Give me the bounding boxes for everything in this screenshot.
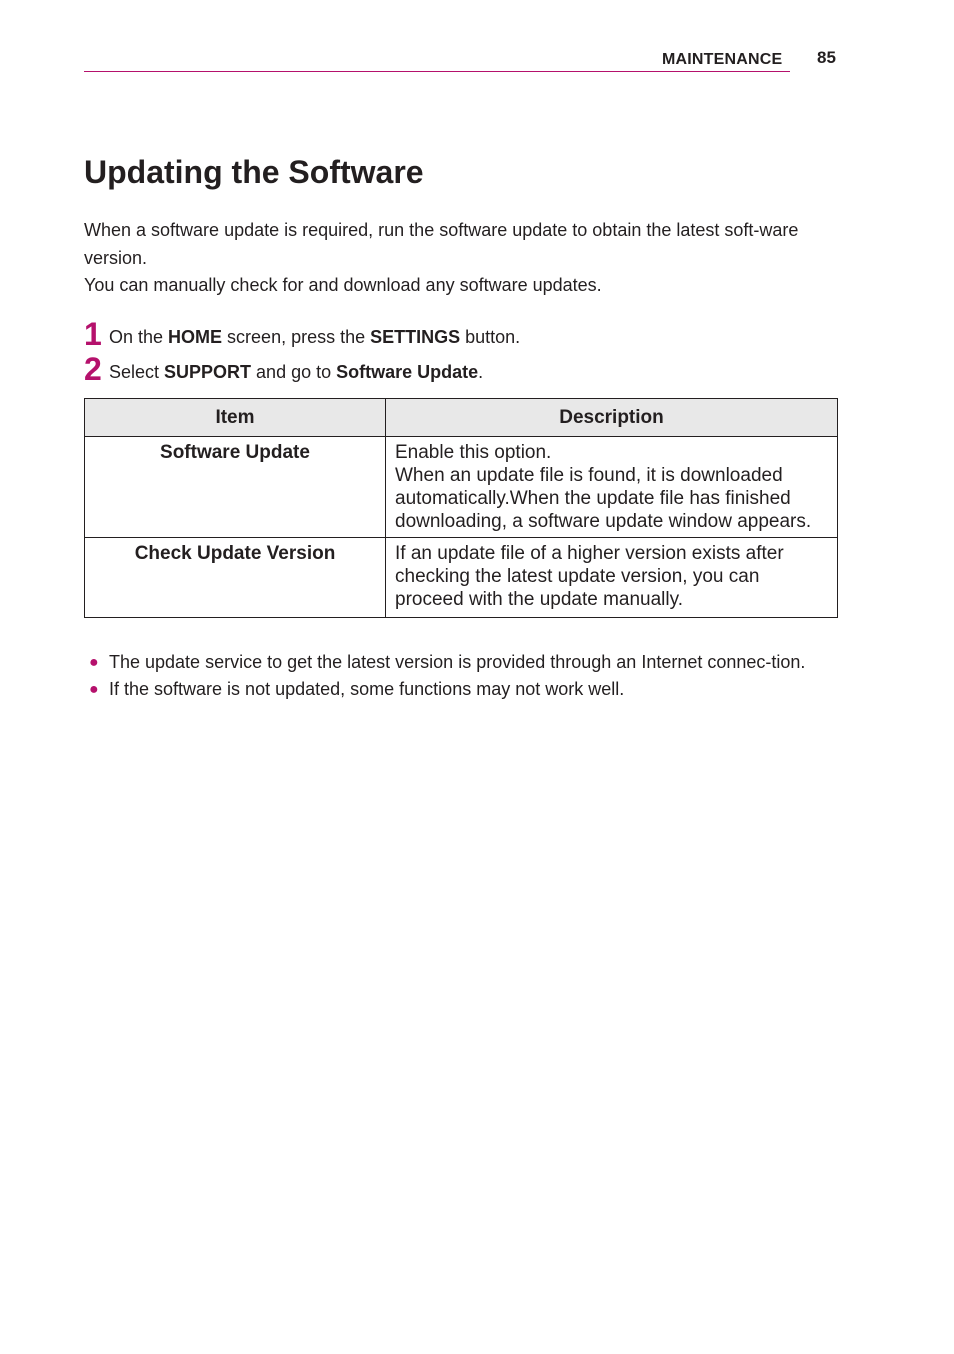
intro-paragraph: You can manually check for and download any software updates.	[84, 275, 602, 295]
description-line: If an update file of a higher version exists after checking the latest update version, you can proceed with the update manually.	[395, 543, 784, 610]
keyword-software-update: Software Update	[336, 362, 479, 382]
keyword-settings: SETTINGS	[370, 327, 461, 347]
bullet-icon: ●	[89, 681, 99, 698]
note-text: If the software is not updated, some functions may not work well.	[109, 679, 625, 699]
table-cell-description	[386, 538, 838, 618]
table-header-row	[85, 399, 838, 437]
step-text: On the HOME screen, press the SETTINGS button.	[109, 327, 521, 347]
page-title: Updating the Software	[84, 154, 424, 190]
table-cell-description	[386, 437, 838, 538]
notes-list	[84, 649, 829, 703]
column-header-item: Item	[85, 399, 386, 437]
intro-text	[84, 217, 824, 300]
header-divider	[84, 71, 790, 72]
description-line: When an update file is found, it is downloaded automatically.When the update file has finished downloading, a software update window appears.	[395, 465, 812, 532]
table-cell-item: Check Update Version	[85, 538, 386, 618]
keyword-support: SUPPORT	[164, 362, 252, 382]
table-row	[85, 538, 838, 618]
running-header-section: MAINTENANCE	[662, 51, 783, 68]
keyword-home: HOME	[168, 327, 223, 347]
step-number: 1	[84, 316, 102, 352]
column-header-description: Description	[386, 399, 838, 437]
bullet-icon: ●	[89, 654, 99, 671]
note-item	[84, 676, 829, 703]
intro-paragraph: When a software update is required, run the software update to obtain the latest soft-ware version.	[84, 220, 799, 268]
table-row	[85, 437, 838, 538]
settings-table	[84, 398, 838, 618]
step-text: Select SUPPORT and go to Software Update.	[109, 362, 484, 382]
note-item	[84, 649, 829, 676]
step-number: 2	[84, 351, 102, 387]
page-number: 85	[817, 48, 836, 67]
table-cell-item: Software Update	[85, 437, 386, 538]
note-text: The update service to get the latest version is provided through an Internet connec-tion.	[109, 652, 806, 672]
description-line: Enable this option.	[395, 442, 552, 463]
